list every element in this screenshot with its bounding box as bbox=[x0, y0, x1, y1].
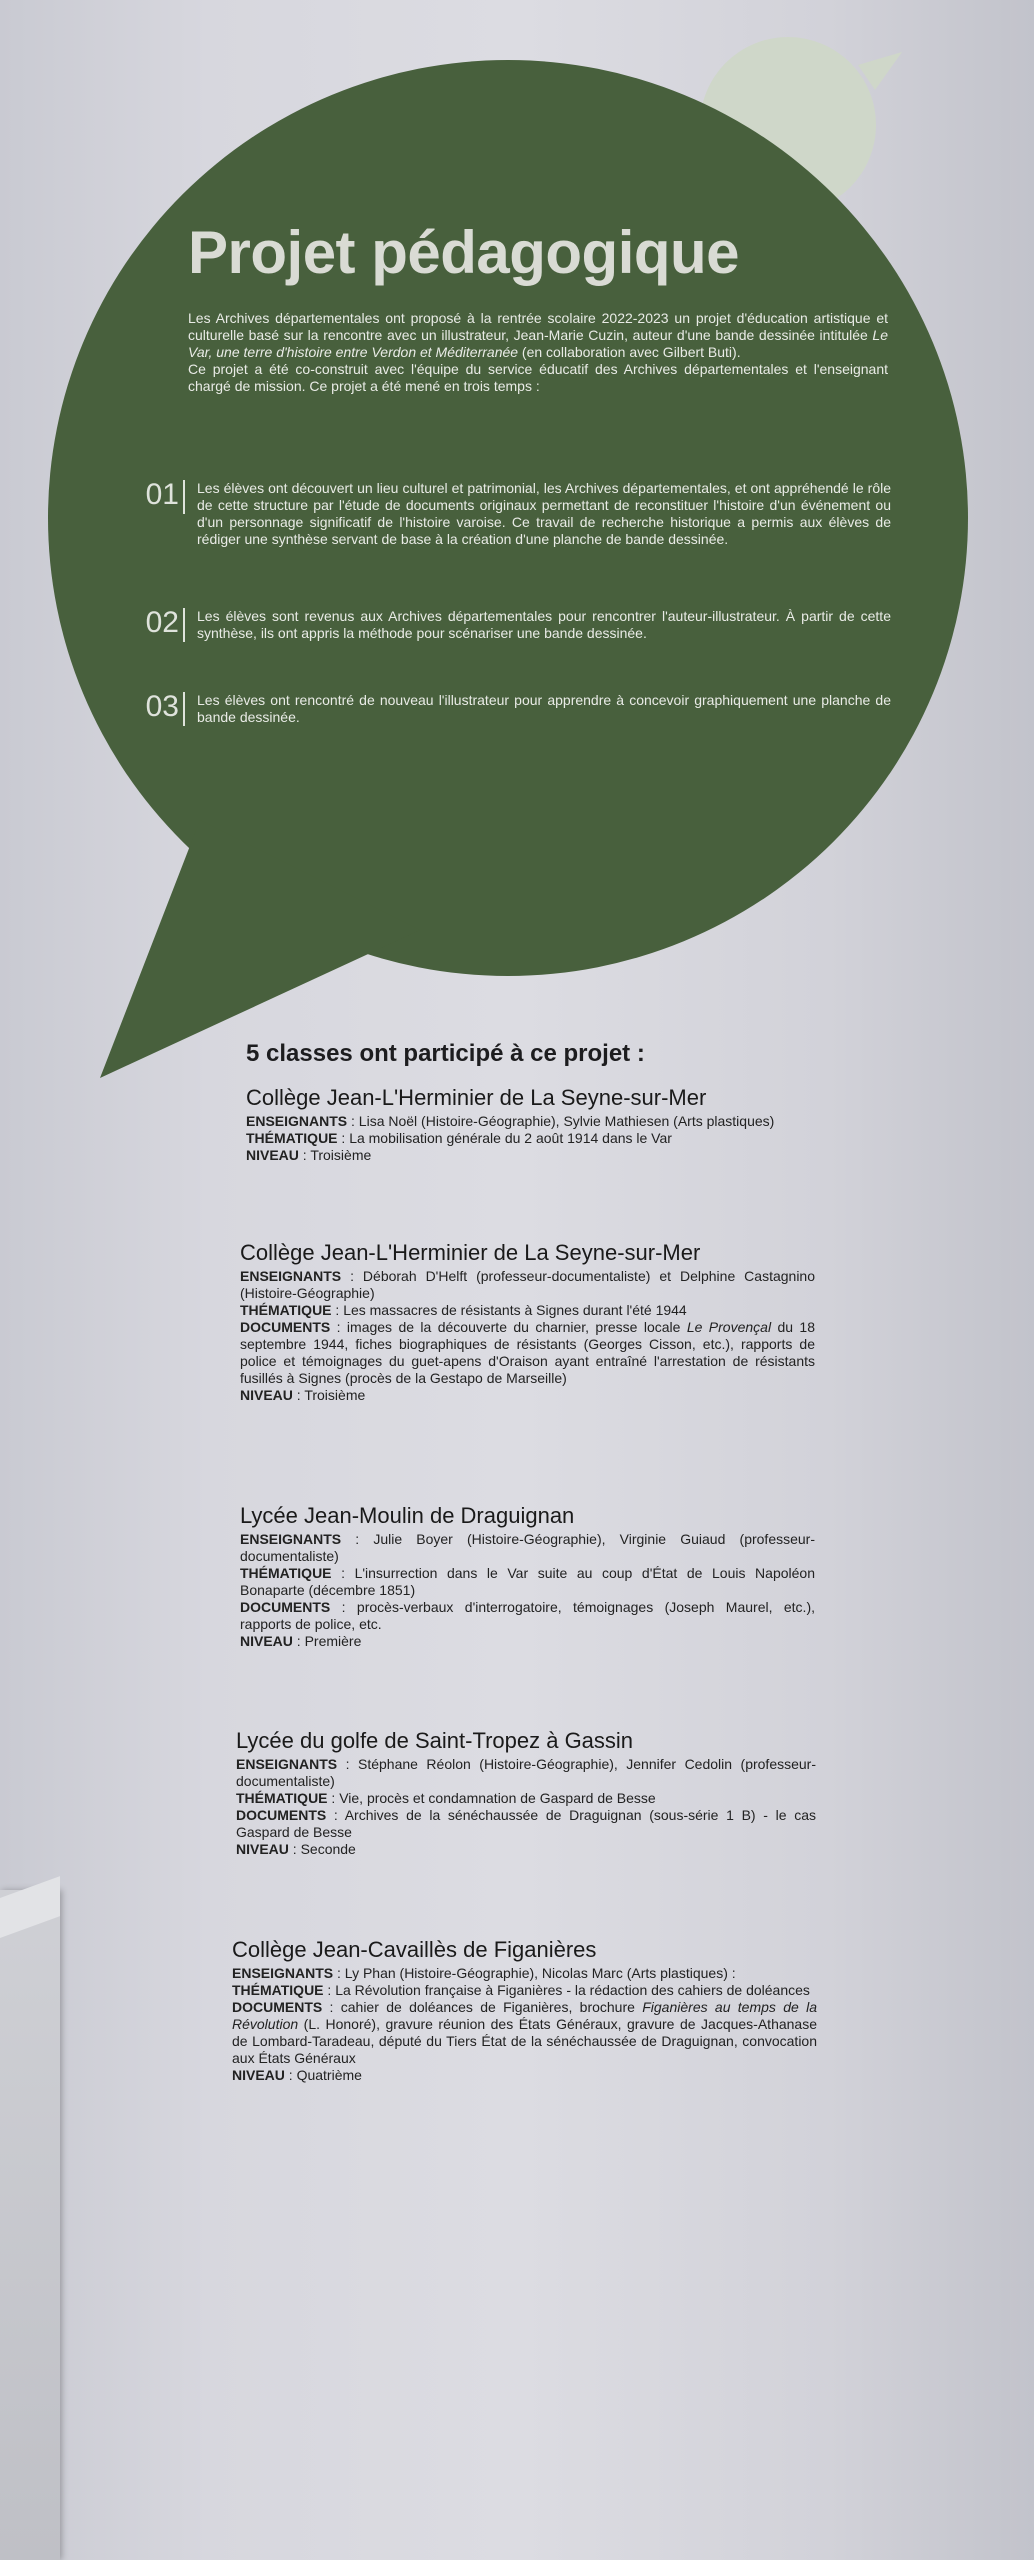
school-name: Lycée Jean-Moulin de Draguignan bbox=[240, 1503, 575, 1528]
school-card-5 bbox=[232, 1937, 817, 2084]
theme-line: THÉMATIQUE : Vie, procès et condamnation de Gaspard de Besse bbox=[236, 1790, 656, 1806]
intro-paragraph-2: Ce projet a été co-construit avec l'équipe du service éducatif des Archives départementales et l'enseignant chargé de mission. Ce projet a été mené en trois temps : bbox=[188, 361, 888, 394]
step-text: Les élèves ont découvert un lieu culturel et patrimonial, les Archives départementales, et ont appréhendé le rôle de cette structure par l'étude de documents originaux permettant de reconstituer l'histoire d'un événement ou d'un personnage significatif de l'histoire varoise. Ce travail de recherche historique a permis aux élèves de rédiger une synthèse servant de base à la création d'une planche de bande dessinée. bbox=[197, 480, 891, 547]
intro-paragraph-1: Les Archives départementales ont proposé à la rentrée scolaire 2022-2023 un projet d'éducation artistique et culturelle basé sur la rencontre avec un illustrateur, Jean-Marie Cuzin, auteur d'une bande dessinée intitulée Le Var, une terre d'histoire entre Verdon et Méditerranée (en collaboration avec Gilbert Buti). bbox=[188, 310, 888, 360]
school-name: Collège Jean-Cavaillès de Figanières bbox=[232, 1937, 597, 1962]
page-title: Projet pédagogique bbox=[188, 219, 740, 286]
foreground-panel-edge bbox=[0, 1890, 60, 2560]
level-line: NIVEAU : Seconde bbox=[236, 1841, 356, 1857]
school-name: Collège Jean-L'Herminier de La Seyne-sur-Mer bbox=[246, 1085, 707, 1110]
speech-bubble-graphic bbox=[0, 0, 1034, 1100]
step-02 bbox=[125, 608, 891, 642]
theme-line: THÉMATIQUE : La mobilisation générale du 2 août 1914 dans le Var bbox=[246, 1130, 672, 1146]
intro-text bbox=[188, 310, 888, 395]
school-name: Lycée du golfe de Saint-Tropez à Gassin bbox=[236, 1728, 634, 1753]
documents-line: DOCUMENTS : images de la découverte du charnier, presse locale Le Provençal du 18 septembre 1944, fiches biographiques de résistants (Georges Cisson, etc.), rapports de police et témoignages du guet-apens d'Oraison ayant entraîné l'arrestation de résistants fusillés à Signes (procès de la Gestapo de Marseille) bbox=[240, 1319, 815, 1386]
school-card-3 bbox=[240, 1503, 815, 1650]
teachers-line: ENSEIGNANTS : Lisa Noël (Histoire-Géographie), Sylvie Mathiesen (Arts plastiques) bbox=[246, 1113, 775, 1129]
classes-heading: 5 classes ont participé à ce projet : bbox=[246, 1040, 645, 1067]
level-line: NIVEAU : Première bbox=[240, 1633, 362, 1649]
teachers-line: ENSEIGNANTS : Déborah D'Helft (professeur-documentaliste) et Delphine Castagnino (Histoire-Géographie) bbox=[240, 1268, 816, 1301]
step-text: Les élèves sont revenus aux Archives départementales pour rencontrer l'auteur-illustrateur. À partir de cette synthèse, ils ont appris la méthode pour scénariser une bande dessinée. bbox=[197, 608, 891, 641]
level-line: NIVEAU : Troisième bbox=[246, 1147, 372, 1163]
step-03 bbox=[125, 692, 891, 726]
level-line: NIVEAU : Quatrième bbox=[232, 2067, 362, 2083]
step-01 bbox=[125, 480, 891, 548]
step-number: 01 bbox=[125, 480, 185, 514]
school-card-2 bbox=[240, 1240, 815, 1404]
school-card-1 bbox=[246, 1085, 806, 1164]
teachers-line: ENSEIGNANTS : Julie Boyer (Histoire-Géographie), Virginie Guiaud (professeur-documentaliste) bbox=[240, 1531, 816, 1564]
school-name: Collège Jean-L'Herminier de La Seyne-sur-Mer bbox=[240, 1240, 701, 1265]
school-card-4 bbox=[236, 1728, 816, 1858]
step-text: Les élèves ont rencontré de nouveau l'illustrateur pour apprendre à concevoir graphiquement une planche de bande dessinée. bbox=[197, 692, 891, 725]
teachers-line: ENSEIGNANTS : Stéphane Réolon (Histoire-Géographie), Jennifer Cedolin (professeur-documentaliste) bbox=[236, 1756, 816, 1789]
documents-line: DOCUMENTS : procès-verbaux d'interrogatoire, témoignages (Joseph Maurel, etc.), rapports de police, etc. bbox=[240, 1599, 816, 1632]
step-number: 02 bbox=[125, 608, 185, 642]
theme-line: THÉMATIQUE : L'insurrection dans le Var suite au coup d'État de Louis Napoléon Bonaparte (décembre 1851) bbox=[240, 1565, 815, 1598]
level-line: NIVEAU : Troisième bbox=[240, 1387, 366, 1403]
theme-line: THÉMATIQUE : Les massacres de résistants à Signes durant l'été 1944 bbox=[240, 1302, 687, 1318]
step-number: 03 bbox=[125, 692, 185, 726]
documents-line: DOCUMENTS : cahier de doléances de Figanières, brochure Figanières au temps de la Révolution (L. Honoré), gravure réunion des États Généraux, gravure de Jacques-Athanase de Lombard-Taradeau, député du Tiers État de la sénéchaussée de Draguignan, convocation aux États Généraux bbox=[232, 1999, 818, 2066]
theme-line: THÉMATIQUE : La Révolution française à Figanières - la rédaction des cahiers de doléances bbox=[232, 1982, 810, 1998]
documents-line: DOCUMENTS : Archives de la sénéchaussée de Draguignan (sous-série 1 B) - le cas Gaspard de Besse bbox=[236, 1807, 816, 1840]
teachers-line: ENSEIGNANTS : Ly Phan (Histoire-Géographie), Nicolas Marc (Arts plastiques) : bbox=[232, 1965, 736, 1981]
